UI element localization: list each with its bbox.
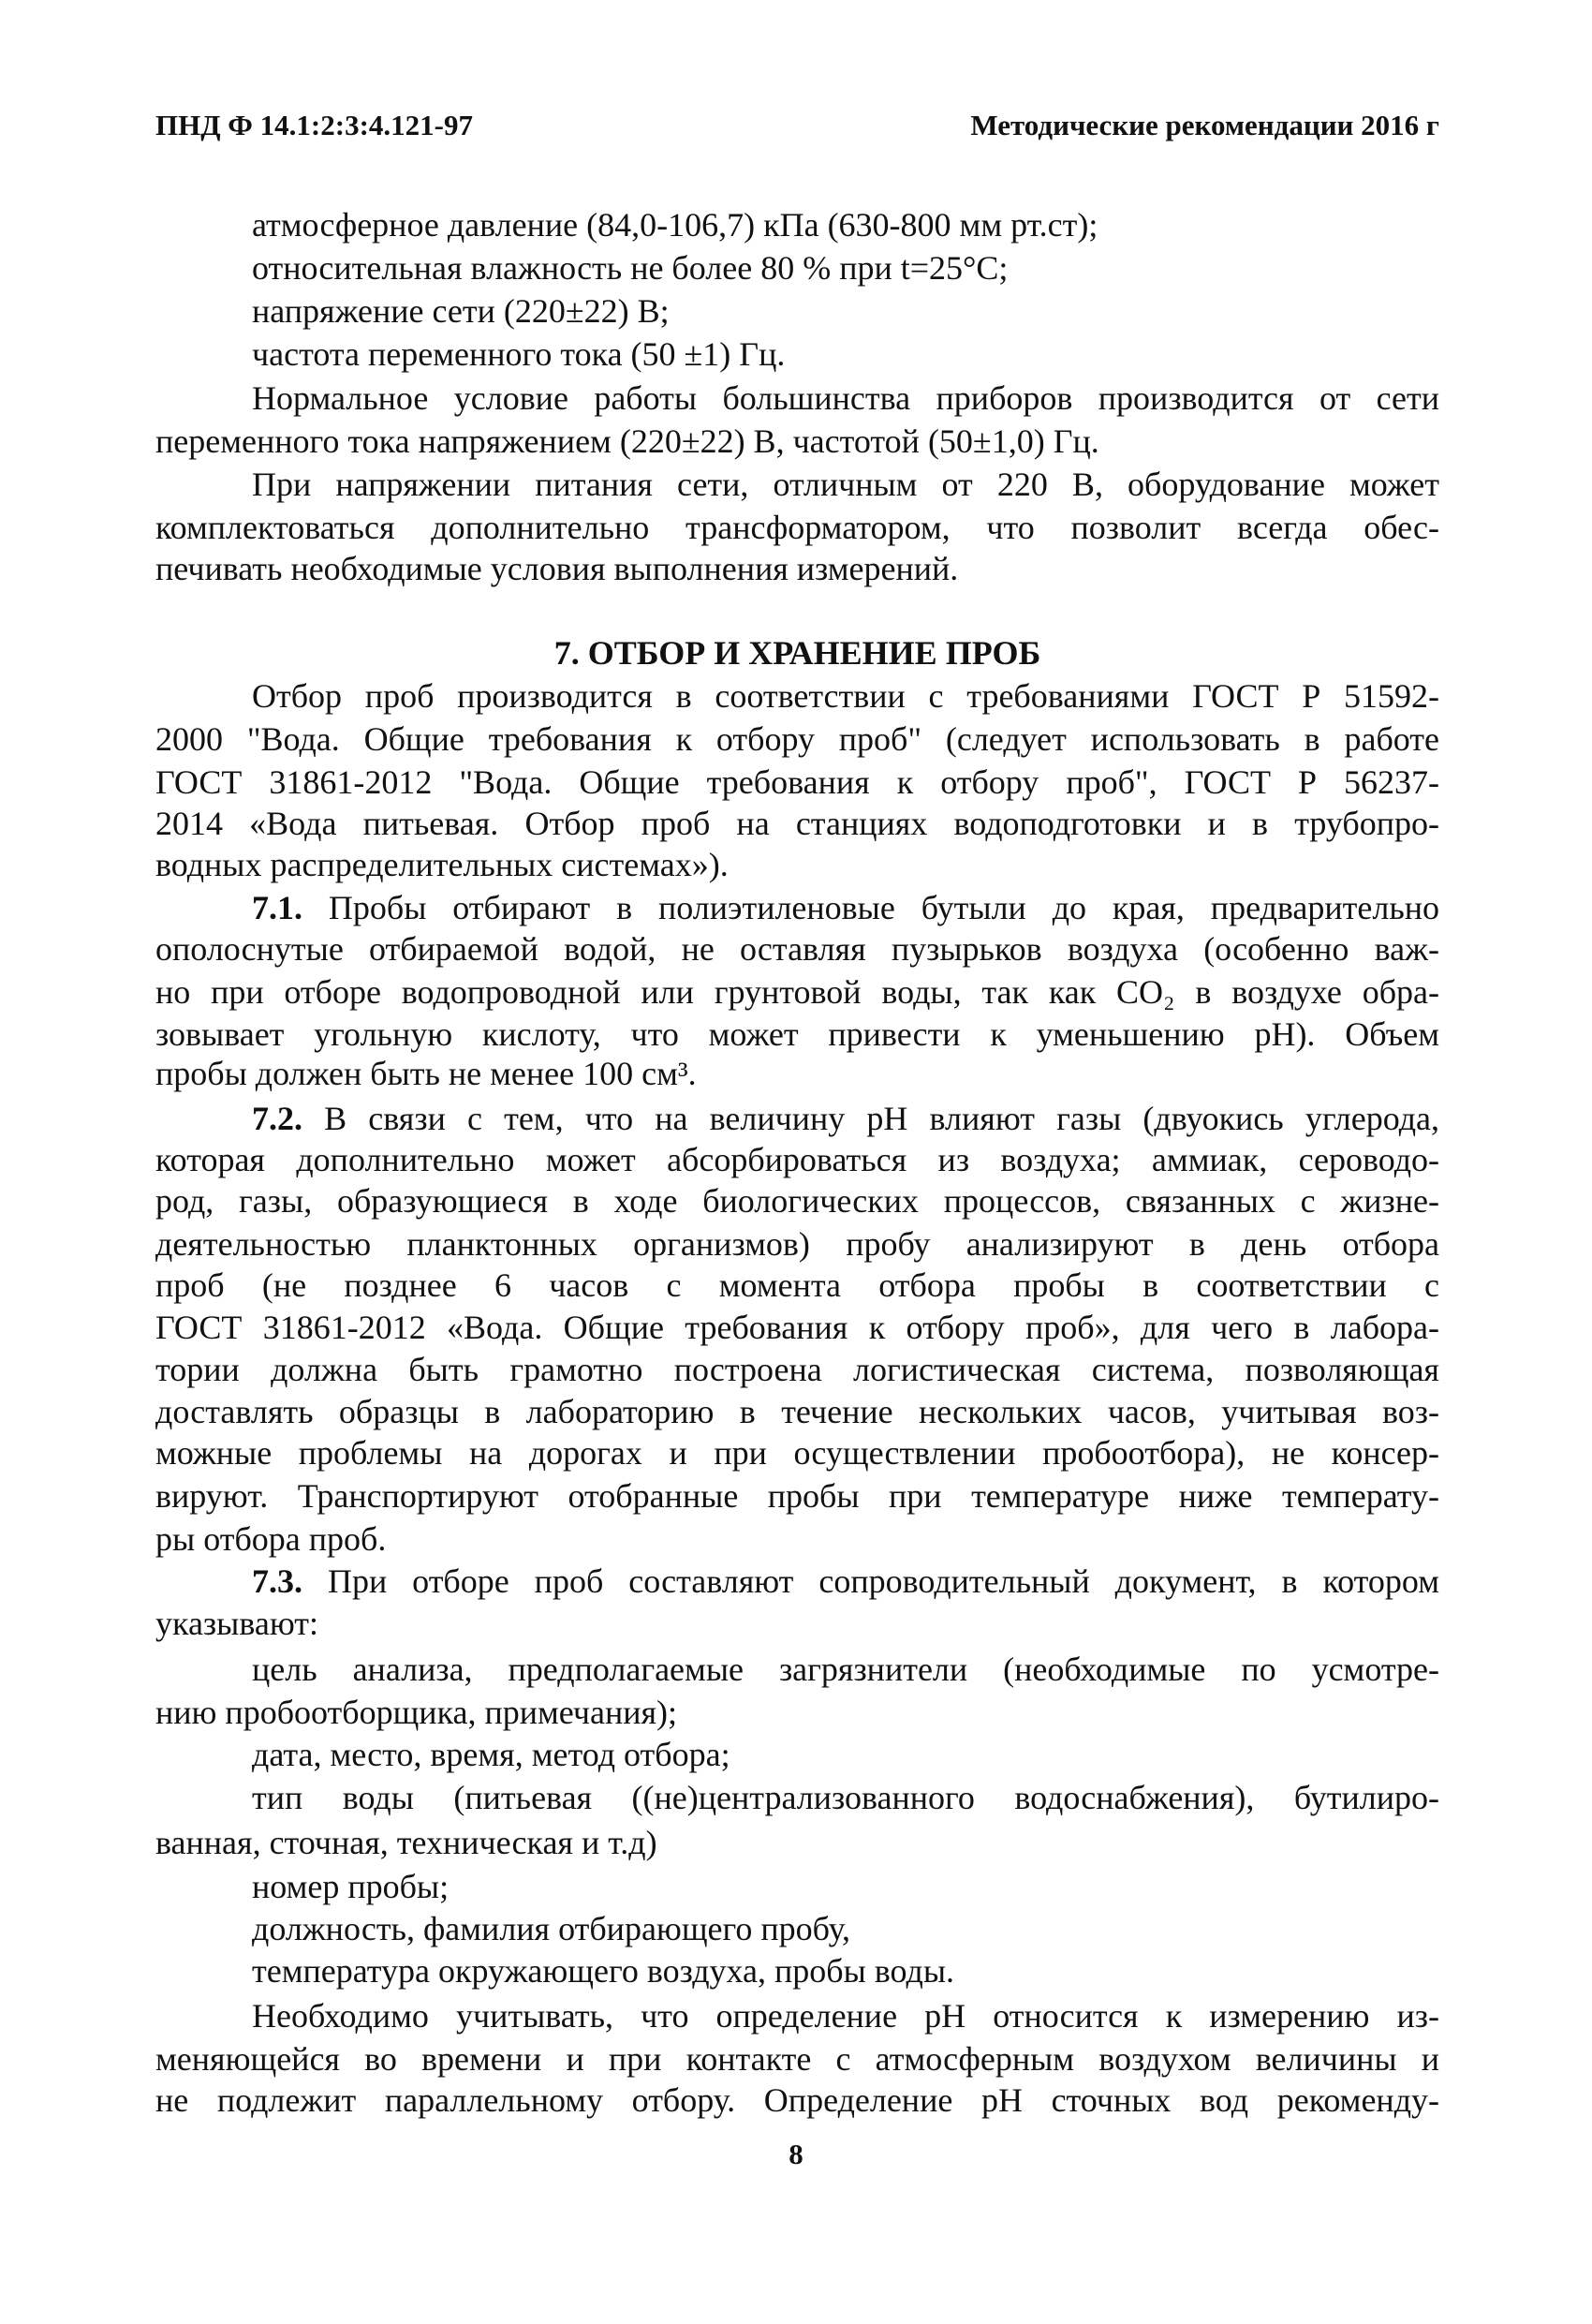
text-line: тип воды (питьевая ((не)централизованного водоснабжения), бутилиро- — [252, 1779, 1439, 1816]
text-line: Отбор проб производится в соответствии с требованиями ГОСТ Р 51592- — [252, 677, 1439, 715]
text-line: относительная влажность не более 80 % при t=25°С; — [252, 249, 1009, 287]
text-line: цель анализа, предполагаемые загрязнители (необходимые по усмотре- — [252, 1650, 1439, 1688]
document-edition: Методические рекомендации 2016 г — [970, 109, 1439, 141]
text-line — [252, 1097, 1439, 1140]
text-line: водных распределительных системах»). — [155, 846, 729, 883]
text-line: ГОСТ 31861-2012 "Вода. Общие требования к отбору проб", ГОСТ Р 56237- — [155, 763, 1439, 801]
text-line: должность, фамилия отбирающего пробу, — [252, 1910, 850, 1947]
text-span: Пробы отбирают в полиэтиленовые бутыли до края, предварительно — [328, 889, 1440, 926]
text-line: пробы должен быть не менее 100 см³. — [155, 1055, 697, 1092]
text-line: ГОСТ 31861-2012 «Вода. Общие требования к отбору проб», для чего в лабора- — [155, 1309, 1439, 1346]
text-line: температура окружающего воздуха, пробы воды. — [252, 1952, 955, 1990]
text-line: род, газы, образующиеся в ходе биологических процессов, связанных с жизне- — [155, 1182, 1439, 1220]
clause-number: 7.3. — [252, 1562, 302, 1600]
text-line: При напряжении питания сети, отличным от 220 В, оборудование может — [252, 466, 1439, 503]
text-line: указывают: — [155, 1605, 318, 1642]
text-span: В связи с тем, что на величину pH влияют газы (двуокись углерода, — [324, 1100, 1439, 1137]
text-line: можные проблемы на дорогах и при осуществлении пробоотбора), не консер- — [155, 1434, 1439, 1472]
document-code: ПНД Ф 14.1:2:3:4.121-97 — [155, 109, 473, 141]
text-line: комплектоваться дополнительно трансформатором, что позволит всегда обес- — [155, 509, 1439, 546]
text-line: деятельностью планктонных организмов) пробу анализируют в день отбора — [155, 1225, 1439, 1263]
text-line: ванная, сточная, техническая и т.д) — [155, 1824, 657, 1861]
clause-number: 7.1. — [252, 889, 302, 926]
text-line: напряжение сети (220±22) В; — [252, 292, 670, 330]
text-line: атмосферное давление (84,0-106,7) кПа (630-800 мм рт.ст); — [252, 206, 1098, 244]
text-line: меняющейся во времени и при контакте с атмосферным воздухом величины и — [155, 2040, 1439, 2078]
text-line: проб (не позднее 6 часов с момента отбора пробы в соответствии с — [155, 1266, 1439, 1304]
text-line: 2014 «Вода питьевая. Отбор проб на станциях водоподготовки и в трубопро- — [155, 805, 1439, 842]
text-line: которая дополнительно может абсорбироваться из воздуха; аммиак, сероводо- — [155, 1141, 1439, 1178]
text-line: тории должна быть грамотно построена логистическая система, позволяющая — [155, 1351, 1439, 1388]
text-span: При отборе проб составляют сопроводительный документ, в котором — [327, 1562, 1439, 1600]
text-line: доставлять образцы в лабораторию в течение нескольких часов, учитывая воз- — [155, 1393, 1439, 1430]
text-line: но при отборе водопроводной или грунтовой воды, так как CO₂ в воздухе обра- — [155, 973, 1439, 1011]
text-line — [252, 1560, 1439, 1603]
text-line: зовывает угольную кислоту, что может привести к уменьшению pH). Объем — [155, 1015, 1439, 1053]
text-line — [252, 886, 1439, 929]
page-number: 8 — [789, 2138, 803, 2170]
text-line: переменного тока напряжением (220±22) В, частотой (50±1,0) Гц. — [155, 422, 1099, 460]
text-line: дата, место, время, метод отбора; — [252, 1736, 730, 1773]
text-line: частота переменного тока (50 ±1) Гц. — [252, 335, 786, 373]
text-line: 2000 "Вода. Общие требования к отбору проб" (следует использовать в работе — [155, 720, 1439, 758]
text-line: Необходимо учитывать, что определение pH относится к измерению из- — [252, 1997, 1439, 2035]
text-line: Нормальное условие работы большинства приборов производится от сети — [252, 379, 1439, 417]
section-heading: 7. ОТБОР И ХРАНЕНИЕ ПРОБ — [553, 634, 1041, 672]
text-line: ополоснутые отбираемой водой, не оставляя пузырьков воздуха (особенно важ- — [155, 930, 1439, 968]
text-line: ры отбора проб. — [155, 1520, 387, 1558]
text-line: печивать необходимые условия выполнения измерений. — [155, 550, 959, 587]
text-line: номер пробы; — [252, 1868, 450, 1905]
text-line: вируют. Транспортируют отобранные пробы при температуре ниже температу- — [155, 1477, 1439, 1515]
text-line: не подлежит параллельному отбору. Определение pH сточных вод рекоменду- — [155, 2081, 1439, 2119]
text-line: нию пробоотборщика, примечания); — [155, 1694, 678, 1731]
clause-number: 7.2. — [252, 1100, 302, 1137]
